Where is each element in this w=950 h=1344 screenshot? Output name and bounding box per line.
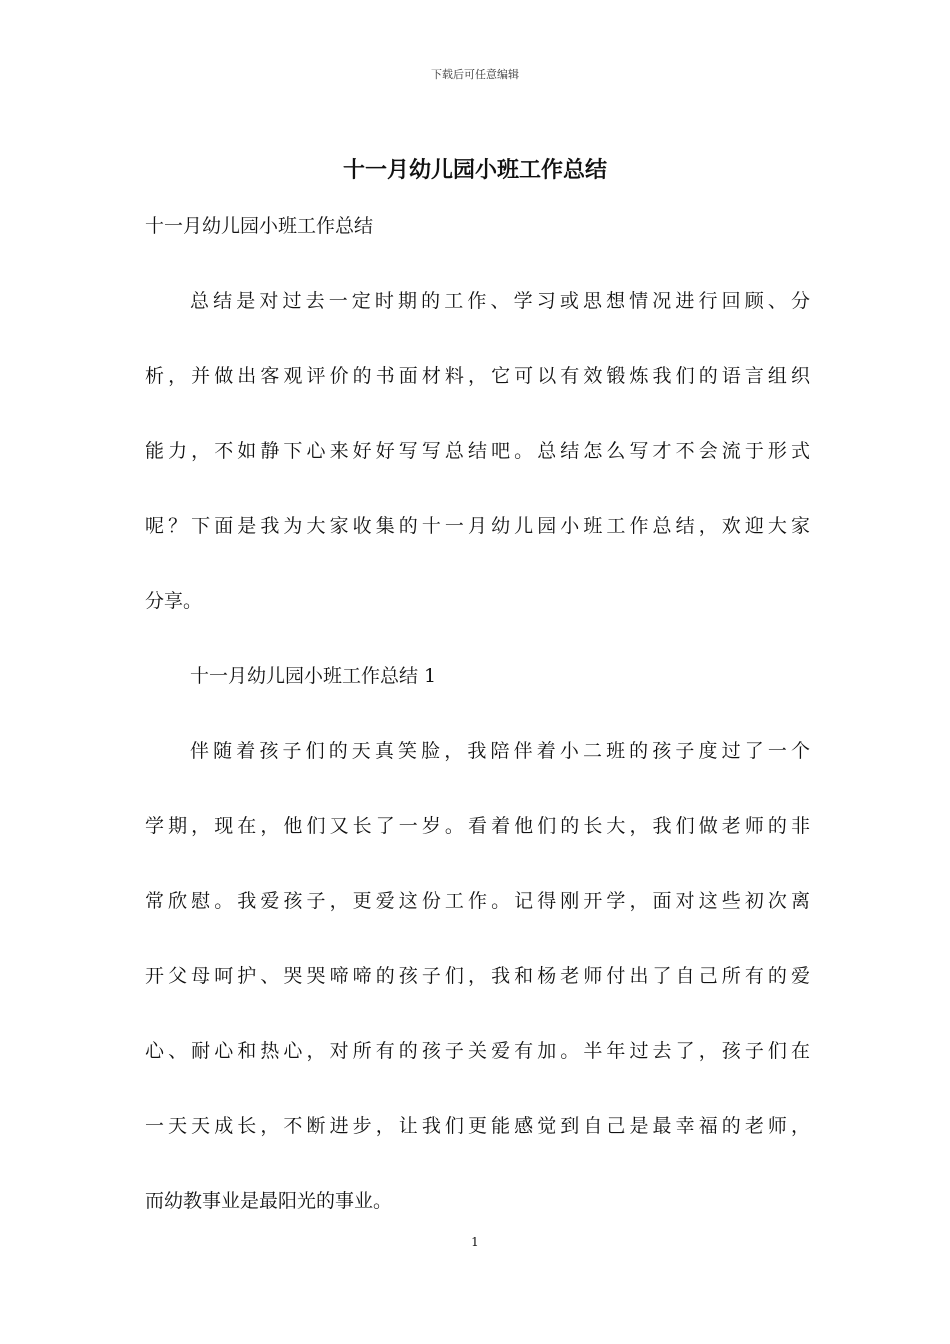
intro-paragraph-line: 分享。 <box>145 590 203 612</box>
section-paragraph-line: 而幼教事业是最阳光的事业。 <box>145 1190 393 1212</box>
section-paragraph-line: 心、耐心和热心，对所有的孩子关爱有加。半年过去了，孩子们在 <box>145 1040 810 1062</box>
section-paragraph-line: 一天天成长，不断进步，让我们更能感觉到自己是最幸福的老师， <box>145 1115 810 1137</box>
header-note: 下载后可任意编辑 <box>431 68 519 81</box>
document-subtitle: 十一月幼儿园小班工作总结 <box>145 215 374 237</box>
section-paragraph-line: 常欣慰。我爱孩子，更爱这份工作。记得刚开学，面对这些初次离 <box>145 890 810 912</box>
document-title: 十一月幼儿园小班工作总结 <box>342 157 607 183</box>
section-paragraph-line: 伴随着孩子们的天真笑脸，我陪伴着小二班的孩子度过了一个 <box>190 740 810 762</box>
page-number: 1 <box>471 1235 479 1249</box>
section-paragraph-line: 学期，现在，他们又长了一岁。看着他们的长大，我们做老师的非 <box>145 815 810 837</box>
section-paragraph-line: 开父母呵护、哭哭啼啼的孩子们，我和杨老师付出了自己所有的爱 <box>145 965 810 987</box>
intro-paragraph-line: 总结是对过去一定时期的工作、学习或思想情况进行回顾、分 <box>190 290 810 312</box>
intro-paragraph-line: 析，并做出客观评价的书面材料，它可以有效锻炼我们的语言组织 <box>145 365 810 387</box>
intro-paragraph-line: 能力，不如静下心来好好写写总结吧。总结怎么写才不会流于形式 <box>145 440 810 462</box>
section-heading: 十一月幼儿园小班工作总结 1 <box>190 665 437 687</box>
intro-paragraph-line: 呢？下面是我为大家收集的十一月幼儿园小班工作总结，欢迎大家 <box>145 515 810 537</box>
